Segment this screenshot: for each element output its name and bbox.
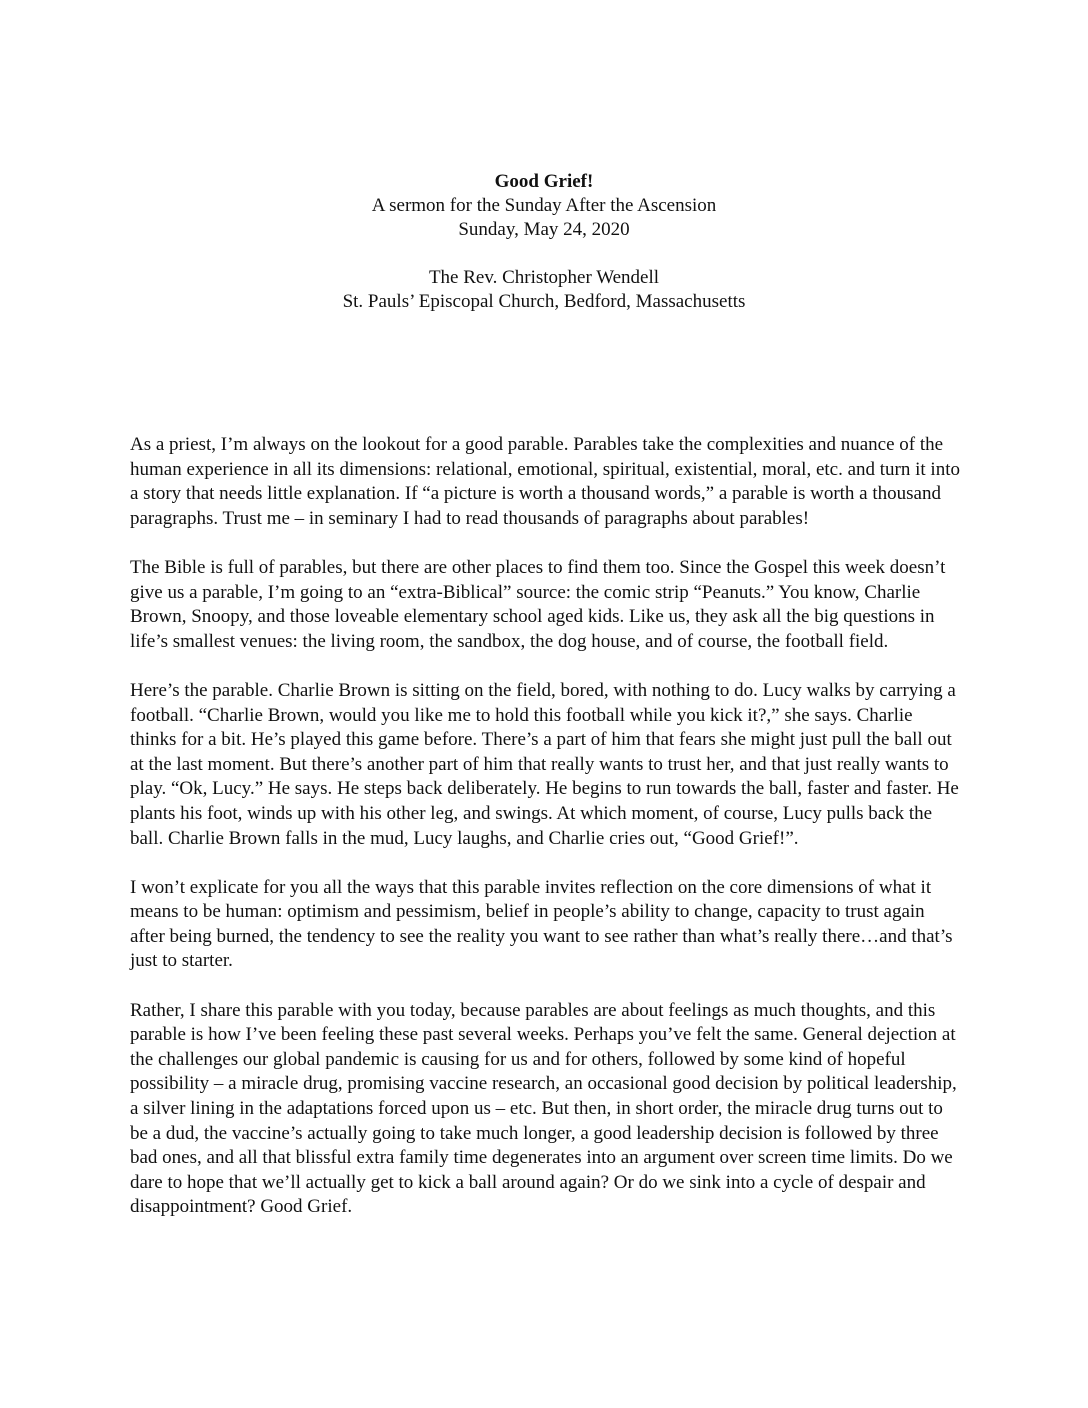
- author-name: The Rev. Christopher Wendell: [428, 267, 660, 288]
- paragraph: The Bible is full of parables, but there are other places to find them too. Since the Gospel this week doesn’t give us a parable, I’m going to an “extra-Biblical” source: the comic strip “Peanuts.” You know, Charlie Brown, Snoopy, and those loveable elementary school aged kids. Like us, they ask all the big questions in life’s smallest venues: the living room, the sandbox, the dog house, and of course, the football field.: [130, 556, 946, 652]
- sermon-date: Sunday, May 24, 2020: [458, 219, 630, 240]
- sermon-title: Good Grief!: [494, 171, 594, 192]
- sermon-header: [0, 170, 1088, 314]
- paragraph: I won’t explicate for you all the ways that this parable invites reflection on the core dimensions of what it means to be human: optimism and pessimism, belief in people’s ability to change, capacity to trust again after being burned, the tendency to see the reality you want to see rather than what’s really there…and that’s just to starter.: [130, 876, 953, 972]
- paragraph: Here’s the parable. Charlie Brown is sitting on the field, bored, with nothing to do. Lucy walks by carrying a football. “Charlie Brown, would you like me to hold this football while you kick it?,” she says. Charlie thinks for a bit. He’s played this game before. There’s a part of him that fears she might just pull the ball out at the last moment. But there’s another part of him that really wants to trust her, and that just really wants to play. “Ok, Lucy.” He says. He steps back deliberately. He begins to run towards the ball, faster and faster. He plants his foot, winds up with his other leg, and swings. At which moment, of course, Lucy pulls back the ball. Charlie Brown falls in the mud, Lucy laughs, and Charlie cries out, “Good Grief!”.: [130, 679, 959, 849]
- church-name: St. Pauls’ Episcopal Church, Bedford, Massachusetts: [342, 291, 746, 312]
- paragraph: As a priest, I’m always on the lookout for a good parable. Parables take the complexities and nuance of the human experience in all its dimensions: relational, emotional, spiritual, existential, moral, etc. and turn it into a story that needs little explanation. If “a picture is worth a thousand words,” a parable is worth a thousand paragraphs. Trust me – in seminary I had to read thousands of paragraphs about parables!: [130, 434, 960, 529]
- paragraph: Rather, I share this parable with you today, because parables are about feelings as much thoughts, and this parable is how I’ve been feeling these past several weeks. Perhaps you’ve felt the same. General dejection at the challenges our global pandemic is causing for us and for others, followed by some kind of hopeful possibility – a miracle drug, promising vaccine research, an occasional good decision by political leadership, a silver lining in the adaptations forced upon us – etc. But then, in short order, the miracle drug turns out to be a dud, the vaccine’s actually going to take much longer, a good leadership decision is followed by three bad ones, and all that blissful extra family time degenerates into an argument over screen time limits. Do we dare to hope that we’ll actually get to kick a ball around again? Or do we sink into a cycle of despair and disappointment? Good Grief.: [130, 999, 957, 1218]
- sermon-body: [130, 433, 962, 1245]
- sermon-subtitle: A sermon for the Sunday After the Ascension: [371, 195, 717, 216]
- author-block: [0, 266, 1088, 314]
